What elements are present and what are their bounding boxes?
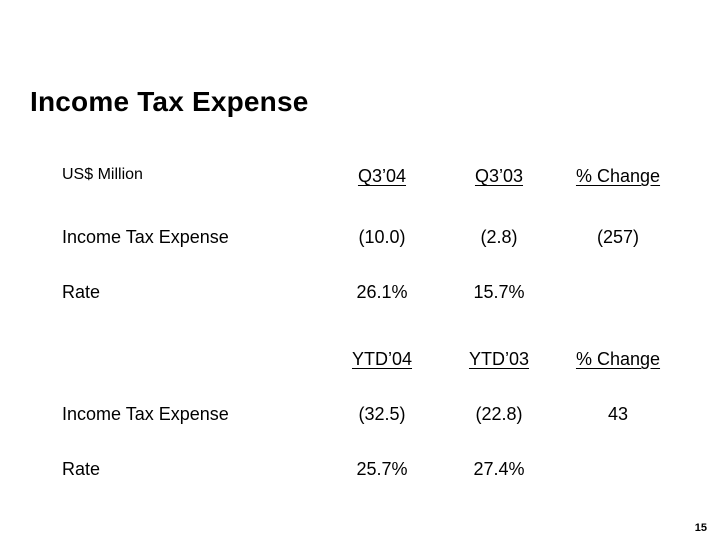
col-header-q3-04: Q3’04 [357,166,407,186]
row-label-ytd-income-tax-expense: Income Tax Expense [62,404,229,424]
slide-title: Income Tax Expense [30,86,309,117]
cell-value: 27.4% [473,459,525,479]
row-label-income-tax-expense: Income Tax Expense [62,227,229,247]
col-header-ytd-04: YTD’04 [351,349,413,369]
unit-label: US$ Million [62,166,143,183]
cell-value: (10.0) [358,227,406,247]
col-header-ytd-03: YTD’03 [468,349,530,369]
row-label-ytd-rate: Rate [62,459,101,479]
cell-value: (32.5) [358,404,406,424]
cell-value: (257) [596,227,640,247]
col-header-ytd-pct-change: % Change [575,349,661,369]
row-label-rate: Rate [62,282,101,302]
cell-value: 43 [607,404,629,424]
col-header-q3-03: Q3’03 [474,166,524,186]
cell-value: (2.8) [480,227,518,247]
cell-value: 15.7% [473,282,525,302]
page-number: 15 [694,522,707,534]
cell-value: 26.1% [356,282,408,302]
cell-value: (22.8) [475,404,523,424]
cell-value: 25.7% [356,459,408,479]
col-header-pct-change: % Change [575,166,661,186]
